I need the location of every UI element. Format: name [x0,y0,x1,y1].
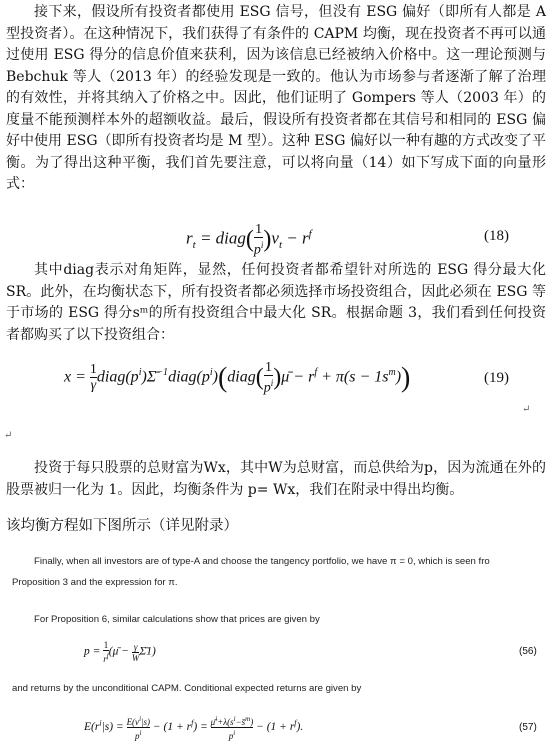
paragraph-intro: 接下来，假设所有投资者都使用 ESG 信号，但没有 ESG 偏好（即所有人都是 A 型投资者）。在这种情况下，我们获得了有条件的 CAPM 均衡，现在投资者不再可以通过使用 ESG 得分的信息价值来获利，因为该信息已经被纳入价格中。这一理论预测与 Bebchuk 等人（2013 年）的经验发现是一致的。他认为市场参与者逐渐了解了治理的有效性，并将其纳入了价格之中。因此，他们证明了 Gompers 等人（2003 年）的度量不能预测样本外的超额收益。最后，假设所有投资者都在其信号和相同的 ESG 偏好中使用 ESG（即所有投资者均是 M 型）。这种 ESG 偏好以一种有趣的方式改变了平衡。为了得出这种平衡，我们首先要注意，可以将向量（14）如下写成下面的向量形式： [6,4,546,192]
equation-18: $r_t$ = diag( $\frac{1}{p^i}$ )$v_t - r^f$ [186,222,312,258]
equation-56-number: (56) [519,646,537,657]
figure-line-2: Proposition 3 and the expression for π. [12,577,178,588]
equation-18-number: (18) [484,228,509,244]
return-mark: ↵ [4,430,13,441]
equation-19-number: (19) [484,370,509,386]
equation-19: x = $\frac{1}{\gamma}$ $diag(p^i)\Sigmā^{-1}diag(p^i)(diag$( $\frac{1}{p^i}$ )μ̄ − $r^f + \pi(s - 1s^m)$) [64,360,411,396]
equation-57-number: (57) [519,722,537,733]
figure-line-1: Finally, when all investors are of type-A and choose the tangency portfolio, we have π = 0, which is seen fro [34,556,490,567]
paragraph-diag: 其中diag表示对角矩阵，显然，任何投资者都希望针对所选的 ESG 得分最大化 SR。此外，在均衡状态下，所有投资者都必须选择市场投资组合，因此必须在 ESG 等于市场的 ESG 得分sᵐ的所有投资组合中最大化 SR。根据命题 3，我们看到任何投资者都购买了以下投资组合： [6,262,546,343]
figure-line-4: and returns by the unconditional CAPM. Conditional expected returns are given by [12,683,362,694]
figure-line-3: For Proposition 6, similar calculations show that prices are given by [34,614,320,625]
return-mark: ↵ [522,404,531,415]
figure-caption: 该均衡方程如下图所示（详见附录） [6,518,238,534]
equation-56: p = $\frac{1}{r^f}$ (μ̄ − $\frac{\gamma}{W}$ Σ̄1) [84,640,156,664]
paragraph-wealth: 投资于每只股票的总财富为Wx，其中W为总财富，而总供给为p，因为流通在外的股票被归一化为 1。因此，均衡条件为 p= Wx，我们在附录中得出均衡。 [6,460,546,498]
equation-57: $E(r^i|s)$ = $\frac{E(v^i|s)}{p^i}$ − $(1 + r^f)$ = $\frac{\mū^i+\lambda(s^i-s̄^m)}{p^i}$ − $(1 + r^f)$. [84,715,304,741]
